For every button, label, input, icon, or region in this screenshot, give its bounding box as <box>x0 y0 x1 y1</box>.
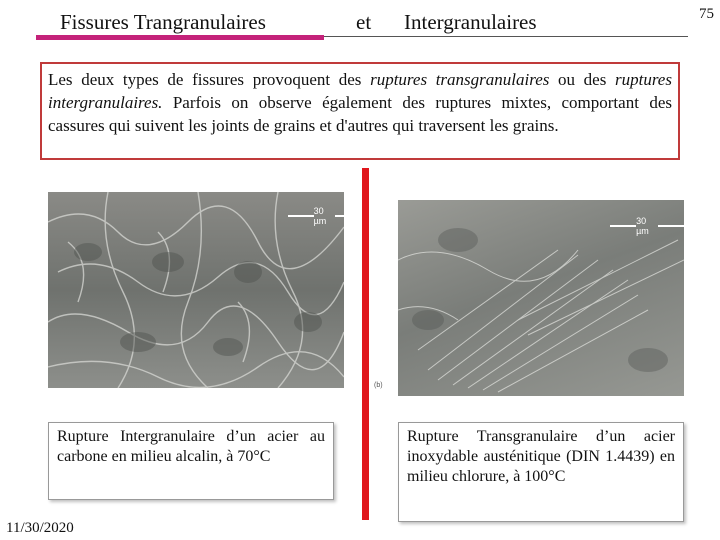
intro-text-box <box>40 62 680 160</box>
footer-date: 11/30/2020 <box>6 520 74 536</box>
title-left: Fissures Trangranulaires <box>60 10 266 34</box>
slide-number: 75 <box>699 6 714 22</box>
scale-bar-line <box>658 225 684 227</box>
scale-bar <box>288 206 344 226</box>
scale-bar-line <box>610 225 636 227</box>
intro-term-intergranular: ruptures intergranulaires. <box>48 70 672 112</box>
caption-intergranular: Rupture Intergranulaire d’un acier au carbone en milieu alcalin, à 70°C <box>48 422 334 500</box>
scale-bar-label: 30 µm <box>313 206 327 226</box>
scale-bar-label: 30 µm <box>636 216 649 236</box>
scale-bar <box>610 216 684 236</box>
scale-bar-line <box>288 215 314 217</box>
intro-text-part2: ou des <box>549 70 615 89</box>
caption-transgranular: Rupture Transgranulaire d’un acier inoxydable austénitique (DIN 1.4439) en milieu chlorure, à 100°C <box>398 422 684 522</box>
micrograph-intergranular <box>48 192 344 388</box>
slide-title <box>60 10 700 36</box>
intro-text-part3: Parfois on observe également des ruptures mixtes, comportant des cassures qui suivent les joints de grains et d'autres qui traversent les grains. <box>48 93 672 135</box>
title-conjunction: et <box>356 10 372 34</box>
scale-bar-line <box>335 215 344 217</box>
micrograph-transgranular <box>398 200 684 396</box>
vertical-divider <box>362 168 369 520</box>
intro-text-part1: Les deux types de fissures provoquent des <box>48 70 371 89</box>
title-accent-bar <box>36 35 324 40</box>
intro-term-transgranular: ruptures transgranulaires <box>370 70 550 89</box>
title-right: Intergranulaires <box>404 10 537 34</box>
panel-label-b: (b) <box>374 382 383 389</box>
